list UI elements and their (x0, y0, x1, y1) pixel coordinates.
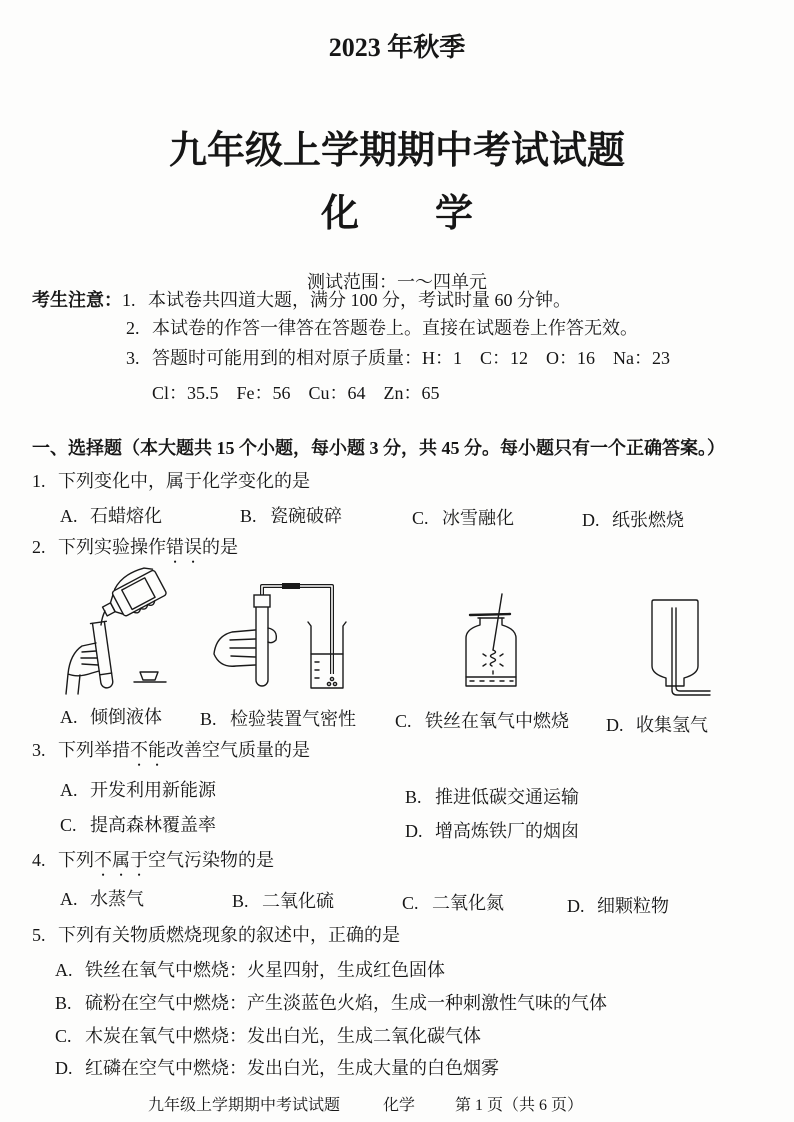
question-1-option-a (60, 505, 162, 527)
liquid-level (100, 673, 112, 675)
question-3-option-c (60, 814, 216, 836)
question-5-option-d (55, 1057, 499, 1079)
hand-palm (111, 563, 152, 589)
question-2-option-c (395, 710, 569, 732)
exam-title: 九年级上学期期中考试试题 (168, 130, 625, 172)
option-letter: B. (55, 993, 72, 1013)
option-text: 二氧化氮 (432, 893, 504, 913)
option-text: 二氧化硫 (262, 891, 334, 911)
option-text: 增高炼铁厂的烟囱 (435, 821, 579, 841)
option-letter: A. (60, 889, 78, 909)
notice-item-text: 本试卷的作答一律答在答题卷上。直接在试题卷上作答无效。 (152, 318, 638, 338)
atomic-mass-continuation: Cl：35.5 Fe：56 Cu：64 Zn：65 (152, 383, 440, 403)
notice-item-text: 本试卷共四道大题，满分 100 分，考试时量 60 分钟。 (148, 290, 571, 310)
option-letter: C. (402, 893, 419, 913)
pouring-liquid-diagram (64, 570, 172, 696)
question-2-stem (32, 536, 238, 567)
reagent-bottle (95, 563, 169, 626)
question-4-option-b (232, 890, 334, 912)
option-letter: C. (60, 815, 77, 835)
question-stem: 下列举措 (58, 740, 130, 760)
question-5-option-b (55, 992, 607, 1014)
option-text: 收集氢气 (636, 715, 708, 735)
option-text: 推进低碳交通运输 (435, 787, 579, 807)
gas-bottle (466, 618, 516, 686)
question-number: 2. (32, 537, 46, 557)
option-letter: B. (232, 891, 249, 911)
option-text: 红磷在空气中燃烧：发出白光，生成大量的白色烟雾 (85, 1058, 499, 1078)
question-2-option-a (60, 706, 162, 728)
bubble (333, 682, 336, 685)
bottle-body (112, 570, 168, 617)
delivery-tube-inner (676, 608, 710, 691)
gripping-hand (214, 628, 276, 666)
option-letter: D. (567, 896, 585, 916)
question-1-option-b (240, 505, 342, 527)
question-stem: 下列 (58, 850, 94, 870)
option-letter: A. (60, 707, 78, 727)
option-text: 铁丝在氧气中燃烧：火星四射，生成红色固体 (85, 960, 445, 980)
option-letter: C. (395, 711, 412, 731)
question-5-option-a (55, 959, 445, 981)
footer-subject: 化学 (383, 1097, 416, 1114)
rubber-stopper (254, 595, 270, 607)
question-3-option-a (60, 779, 216, 801)
question-stem-end: 空气污染物的是 (148, 850, 274, 870)
option-text: 开发利用新能源 (90, 780, 216, 800)
option-letter: A. (60, 780, 78, 800)
option-letter: D. (405, 821, 423, 841)
exam-term: 2023 年秋季 (328, 33, 466, 62)
question-1-stem (32, 470, 310, 492)
option-text: 硫粉在空气中燃烧：产生淡蓝色火焰，生成一种刺激性气味的气体 (85, 993, 607, 1013)
option-text: 石蜡熔化 (90, 506, 162, 526)
notice-item-1 (122, 289, 571, 311)
option-text: 冰雪融化 (442, 508, 514, 528)
beaker-graduations (315, 662, 319, 678)
question-stem-emphasis: 不属于 (94, 850, 148, 870)
section-note: （本大题共 15 个小题，每小题 3 分，共 45 分。每小题只有一个正确答案。） (122, 438, 725, 458)
question-4-stem (32, 849, 274, 880)
bubble (330, 677, 333, 680)
subject-title: 化 学 (320, 193, 473, 235)
inverted-gas-bottle (652, 600, 698, 686)
question-stem-end: 的是 (202, 537, 238, 557)
question-3-stem (32, 739, 310, 770)
question-3-option-b (405, 786, 579, 808)
stopper (140, 672, 158, 680)
footer-page-number: 第 1 页（共 6 页） (455, 1097, 584, 1114)
section-heading (32, 437, 725, 459)
question-1-option-d (582, 509, 684, 531)
option-letter: C. (55, 1026, 72, 1046)
question-1-option-c (412, 507, 514, 529)
option-letter: D. (606, 715, 624, 735)
question-number: 1. (32, 471, 46, 491)
option-letter: C. (412, 508, 429, 528)
question-number: 5. (32, 925, 46, 945)
test-scope: 测试范围：一～四单元 (307, 272, 487, 292)
question-2-option-d (606, 714, 708, 736)
test-tube (256, 606, 268, 686)
option-letter: B. (405, 787, 422, 807)
question-stem: 下列实验操作 (58, 537, 166, 557)
option-letter: B. (240, 506, 257, 526)
option-letter: D. (55, 1058, 73, 1078)
option-text: 细颗粒物 (597, 896, 669, 916)
option-text: 瓷碗破碎 (270, 506, 342, 526)
test-tube-wall (92, 622, 113, 689)
notice-item-text: 答题时可能用到的相对原子质量：H：1 C：12 O：16 Na：23 (152, 348, 670, 368)
question-stem-emphasis: 不能 (130, 740, 166, 760)
beaker (308, 622, 346, 688)
option-text: 倾倒液体 (90, 707, 162, 727)
notice-item-number: 3. (126, 348, 140, 368)
wire-spiral (490, 650, 495, 666)
delivery-tube-outer (672, 608, 710, 695)
question-stem-end: 改善空气质量的是 (166, 740, 310, 760)
option-text: 检验装置气密性 (230, 709, 356, 729)
question-5-stem (32, 924, 400, 946)
airtightness-check-diagram (212, 582, 350, 694)
question-4-option-d (567, 895, 669, 917)
sparks (483, 654, 503, 674)
section-title: 一、选择题 (32, 438, 122, 458)
option-letter: B. (200, 709, 217, 729)
option-text: 木炭在氧气中燃烧：发出白光，生成二氧化碳气体 (85, 1026, 481, 1046)
option-text: 提高森林覆盖率 (90, 815, 216, 835)
option-letter: A. (60, 506, 78, 526)
option-text: 水蒸气 (90, 889, 144, 909)
footer-exam-title: 九年级上学期期中考试试题 (148, 1097, 341, 1114)
question-number: 3. (32, 740, 46, 760)
notice-item-3 (126, 347, 670, 369)
test-tube (90, 621, 115, 689)
option-letter: A. (55, 960, 73, 980)
option-text: 铁丝在氧气中燃烧 (425, 711, 569, 731)
notice-item-number: 2. (126, 318, 140, 338)
notice-label: 考生注意： (32, 290, 122, 310)
glass-plate (470, 614, 510, 615)
question-stem-emphasis: 错误 (166, 537, 202, 557)
question-stem: 下列有关物质燃烧现象的叙述中，正确的是 (58, 925, 400, 945)
question-number: 4. (32, 850, 46, 870)
iron-wire-combustion-diagram (458, 594, 524, 692)
question-4-option-a (60, 888, 144, 910)
question-stem: 下列变化中，属于化学变化的是 (58, 471, 310, 491)
question-3-option-d (405, 820, 579, 842)
hydrogen-collection-diagram (642, 598, 712, 698)
option-letter: D. (582, 510, 600, 530)
notice-item-number: 1. (122, 290, 136, 310)
notice-item-2 (126, 317, 638, 339)
question-4-option-c (402, 892, 504, 914)
holding-hand (66, 643, 99, 694)
question-5-option-c (55, 1025, 481, 1047)
option-text: 纸张燃烧 (612, 510, 684, 530)
question-2-option-b (200, 708, 356, 730)
bubble (327, 682, 330, 685)
iron-wire (493, 594, 502, 650)
